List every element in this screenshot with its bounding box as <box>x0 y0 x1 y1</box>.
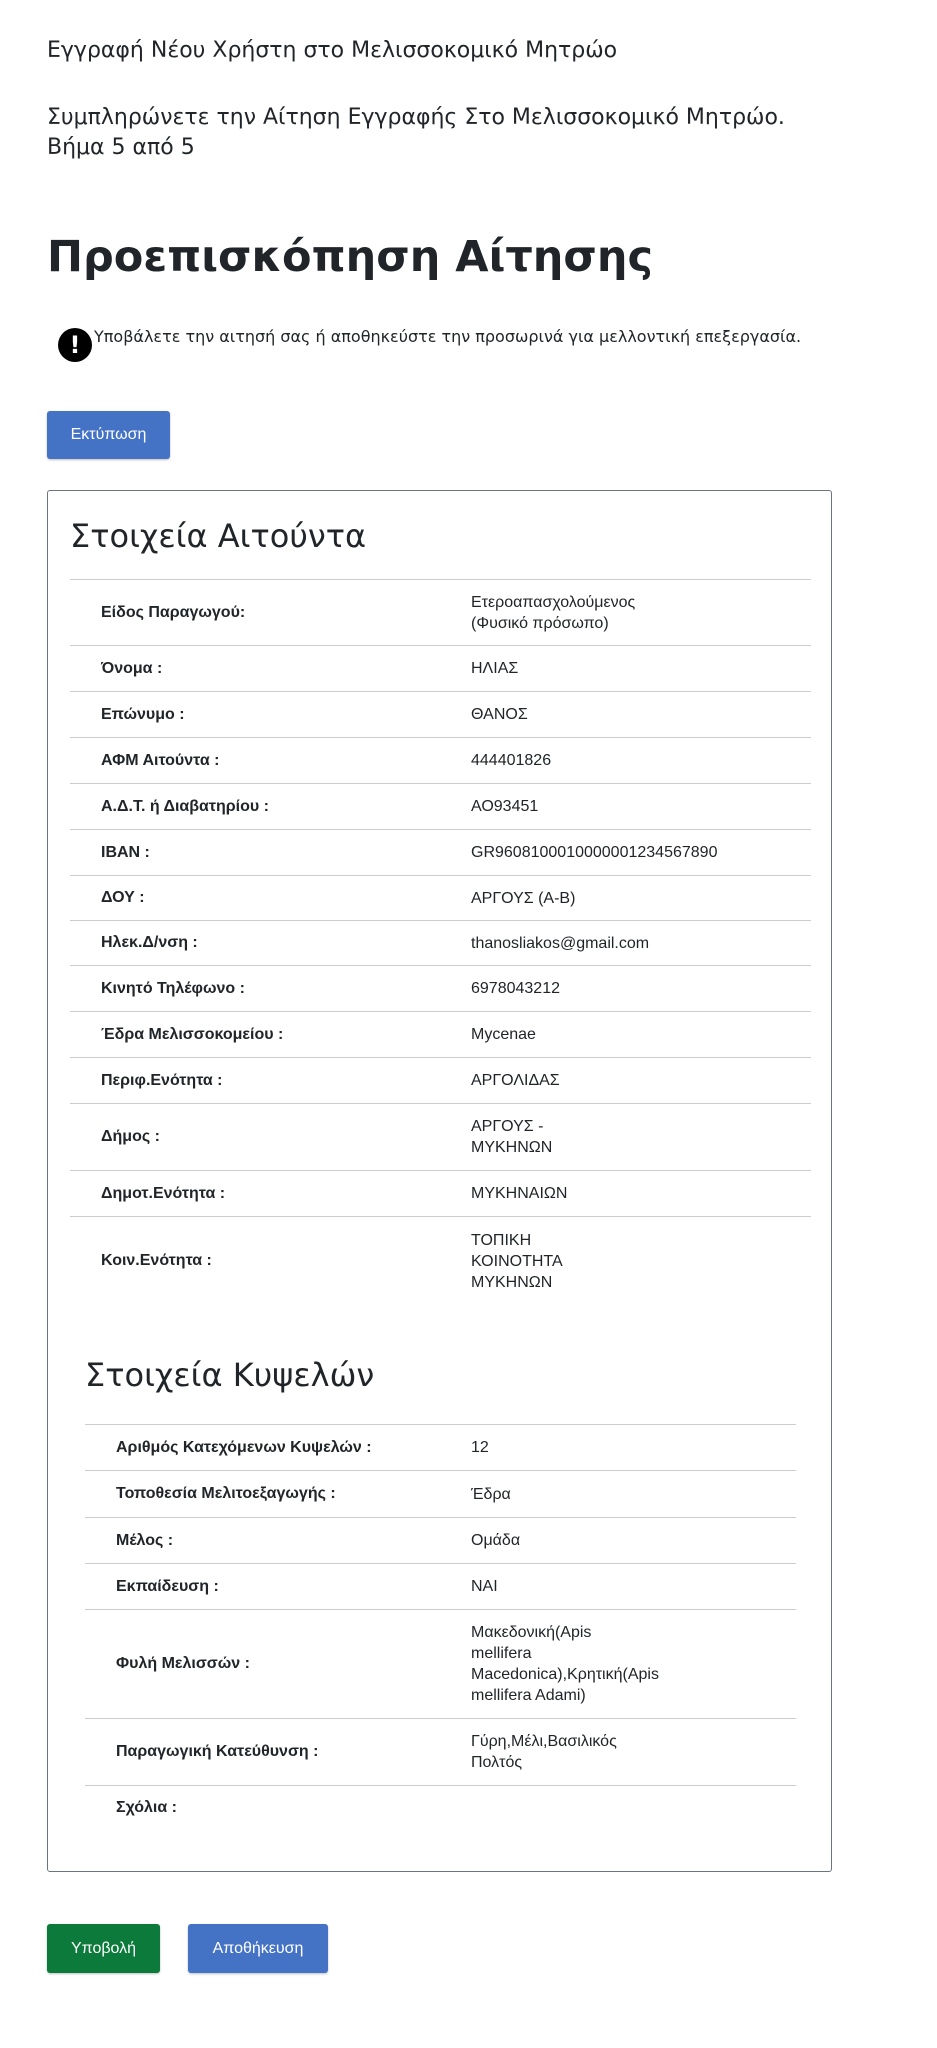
form-subtitle: Συμπληρώνετε την Αίτηση Εγγραφής Στο Μελισσοκομικό Μητρώο. <box>47 105 785 130</box>
applicant-section-title: Στοιχεία Αιτούντα <box>70 517 367 555</box>
exclamation-circle-icon: ! <box>58 328 92 362</box>
row-value-text: Γύρη,Μέλι,Βασιλικός Πολτός <box>471 1733 617 1771</box>
row-label: Παραγωγική Κατεύθυνση : <box>116 1743 319 1760</box>
row-value: GR9608100010000001234567890 <box>471 844 718 861</box>
step-indicator: Βήμα 5 από 5 <box>47 135 195 160</box>
table-row <box>85 1786 796 1830</box>
row-value: ΑΡΓΟΥΣ (Α-Β) <box>471 889 576 907</box>
table-row <box>70 1217 811 1305</box>
row-value <box>471 1230 563 1293</box>
step-info <box>47 103 785 163</box>
table-row <box>70 738 811 784</box>
save-button[interactable]: Αποθήκευση <box>188 1924 328 1973</box>
table-row <box>85 1610 796 1719</box>
table-row <box>85 1471 796 1518</box>
row-value: ΑΟ93451 <box>471 798 539 815</box>
row-label: Όνομα : <box>101 659 163 677</box>
row-value: Mycenae <box>471 1026 536 1043</box>
row-label: Α.Δ.Τ. ή Διαβατηρίου : <box>101 797 269 815</box>
row-label: Δημοτ.Ενότητα : <box>101 1184 226 1202</box>
row-value: Έδρα <box>471 1485 511 1503</box>
table-row <box>70 921 811 966</box>
row-label: Είδος Παραγωγού: <box>101 603 246 621</box>
table-row <box>70 1104 811 1171</box>
table-row <box>70 876 811 921</box>
row-label: Τοποθεσία Μελιτοεξαγωγής : <box>116 1485 336 1502</box>
row-label: Αριθμός Κατεχόμενων Κυψελών : <box>116 1438 372 1456</box>
table-row <box>70 580 811 646</box>
print-button[interactable]: Εκτύπωση <box>47 411 170 459</box>
row-label: Έδρα Μελισσοκομείου : <box>101 1025 284 1043</box>
table-row <box>70 1058 811 1104</box>
table-row <box>85 1518 796 1564</box>
row-value-text: Ετεροαπασχολούμενος (Φυσικό πρόσωπο) <box>471 593 636 632</box>
row-value-text: ΤΟΠΙΚΗ ΚΟΙΝΟΤΗΤΑ ΜΥΚΗΝΩΝ <box>471 1231 563 1291</box>
row-value <box>471 1731 617 1773</box>
row-label: IBAN : <box>101 843 150 861</box>
row-label: Δήμος : <box>101 1128 160 1145</box>
submit-button[interactable]: Υποβολή <box>47 1924 160 1973</box>
table-row <box>85 1425 796 1471</box>
table-row <box>85 1564 796 1610</box>
row-label: ΑΦΜ Αιτούντα : <box>101 751 220 769</box>
row-label: Σχόλια : <box>116 1799 177 1816</box>
row-value: 6978043212 <box>471 980 560 997</box>
application-preview-card <box>47 490 832 1872</box>
page-title: Προεπισκόπηση Αίτησης <box>47 232 653 282</box>
row-label: Περιφ.Ενότητα : <box>101 1071 223 1089</box>
row-value <box>471 1116 552 1158</box>
row-value: 444401826 <box>471 752 552 769</box>
row-value-text: Μακεδονική(Apis mellifera Macedonica),Κρητική(Apis mellifera Adami) <box>471 1624 659 1704</box>
row-label: Κινητό Τηλέφωνο : <box>101 979 245 997</box>
row-value: ΑΡΓΟΛΙΔΑΣ <box>471 1072 560 1089</box>
row-label: Ηλεκ.Δ/νση : <box>101 934 198 951</box>
hives-section-title: Στοιχεία Κυψελών <box>85 1356 375 1394</box>
row-value: ΗΛΙΑΣ <box>471 660 519 677</box>
row-value <box>471 592 635 634</box>
row-value: ΘΑΝΟΣ <box>471 706 528 723</box>
row-label: Φυλή Μελισσών : <box>116 1655 250 1672</box>
row-value <box>471 1622 659 1706</box>
notice <box>58 326 801 362</box>
row-value: thanosliakos@gmail.com <box>471 934 650 952</box>
row-value: 12 <box>471 1439 489 1456</box>
table-row <box>70 1171 811 1217</box>
table-row <box>70 784 811 830</box>
table-row <box>70 966 811 1012</box>
row-label: ΔΟΥ : <box>101 889 145 906</box>
table-row <box>70 1012 811 1058</box>
row-label: Εκπαίδευση : <box>116 1577 219 1595</box>
table-row <box>85 1719 796 1786</box>
row-value: Ομάδα <box>471 1532 521 1549</box>
applicant-table <box>70 579 811 1305</box>
row-value: ΝΑΙ <box>471 1578 498 1595</box>
row-label: Κοιν.Ενότητα : <box>101 1252 212 1269</box>
row-label: Μέλος : <box>116 1531 174 1549</box>
row-label: Επώνυμο : <box>101 705 185 723</box>
table-row <box>70 830 811 876</box>
hives-table <box>85 1424 796 1830</box>
header-title: Εγγραφή Νέου Χρήστη στο Μελισσοκομικό Μητρώο <box>47 38 618 63</box>
row-value: ΜΥΚΗΝΑΙΩΝ <box>471 1185 568 1202</box>
notice-text: Υποβάλετε την αιτησή σας ή αποθηκεύστε την προσωρινά για μελλοντική επεξεργασία. <box>94 327 802 346</box>
table-row <box>70 692 811 738</box>
table-row <box>70 646 811 692</box>
row-value-text: ΑΡΓΟΥΣ - ΜΥΚΗΝΩΝ <box>471 1118 553 1156</box>
